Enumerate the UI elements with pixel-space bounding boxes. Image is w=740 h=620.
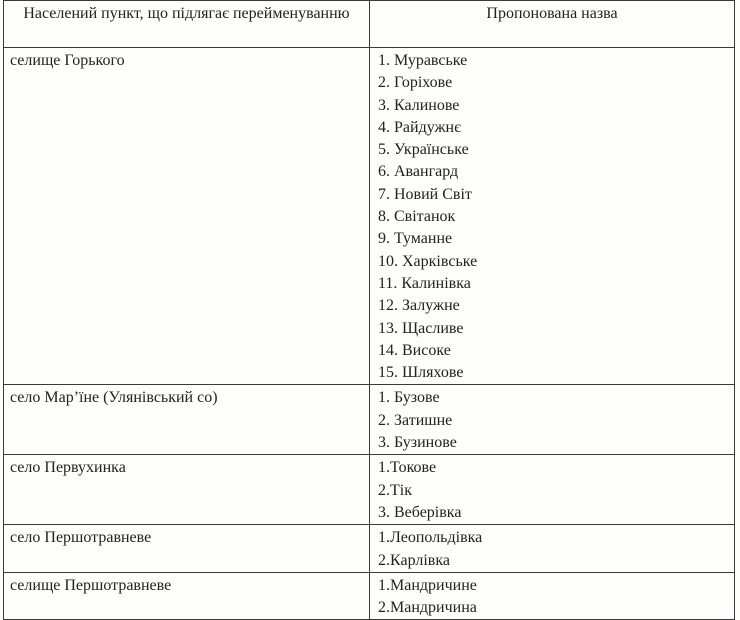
table-row: [4, 48, 735, 385]
rename-table: [3, 0, 735, 620]
proposed-name: 11. Калинівка: [378, 274, 471, 292]
proposed-names-cell: [370, 385, 735, 455]
header-proposed-name: Пропонована назва: [370, 1, 735, 48]
proposed-name: 10. Харківське: [378, 252, 478, 270]
proposed-name: 1.Мандричине: [378, 576, 477, 594]
proposed-name: 2. Горіхове: [378, 74, 453, 92]
settlement-cell: село Мар’їне (Улянівський со): [4, 385, 370, 455]
proposed-name: 12. Залужне: [378, 297, 460, 315]
settlement-cell: село Первухинка: [4, 455, 370, 525]
proposed-names-cell: [370, 48, 735, 385]
settlement-cell: селище Горького: [4, 48, 370, 385]
proposed-name: 8. Світанок: [378, 208, 456, 226]
proposed-name: 1. Бузове: [378, 389, 440, 407]
proposed-name: 2.Мандричина: [378, 599, 477, 617]
proposed-name: 9. Туманне: [378, 230, 453, 248]
header-settlement: Населений пункт, що підлягає перейменуванню: [4, 1, 370, 48]
proposed-name: 14. Високе: [378, 341, 451, 359]
proposed-name: 1. Муравське: [378, 52, 468, 69]
proposed-name: 2.Тік: [378, 481, 412, 499]
proposed-name: 7. Новий Світ: [378, 185, 472, 203]
header-row: [4, 1, 735, 48]
proposed-name: 3. Калинове: [378, 96, 460, 114]
proposed-names-cell: [370, 525, 735, 573]
table-row: [4, 525, 735, 573]
proposed-name: 3. Веберівка: [378, 503, 462, 521]
proposed-name: 15. Шляхове: [378, 364, 464, 382]
proposed-name: 6. Авангард: [378, 163, 459, 181]
proposed-name: 1.Леопольдівка: [378, 529, 483, 547]
proposed-name: 5. Українське: [378, 141, 469, 159]
table-row: [4, 455, 735, 525]
proposed-name: 13. Щасливе: [378, 319, 464, 337]
table-row: [4, 572, 735, 620]
proposed-names-cell: [370, 455, 735, 525]
table-body: [4, 48, 735, 620]
settlement-cell: село Першотравневе: [4, 525, 370, 573]
table-row: [4, 385, 735, 455]
settlement-cell: селище Першотравневе: [4, 572, 370, 620]
proposed-name: 2.Карлівка: [378, 551, 450, 569]
proposed-name: 1.Токове: [378, 459, 437, 477]
proposed-name: 4. Райдужнє: [378, 118, 461, 136]
proposed-names-cell: [370, 572, 735, 620]
proposed-name: 3. Бузинове: [378, 434, 457, 452]
proposed-name: 2. Затишне: [378, 411, 453, 429]
